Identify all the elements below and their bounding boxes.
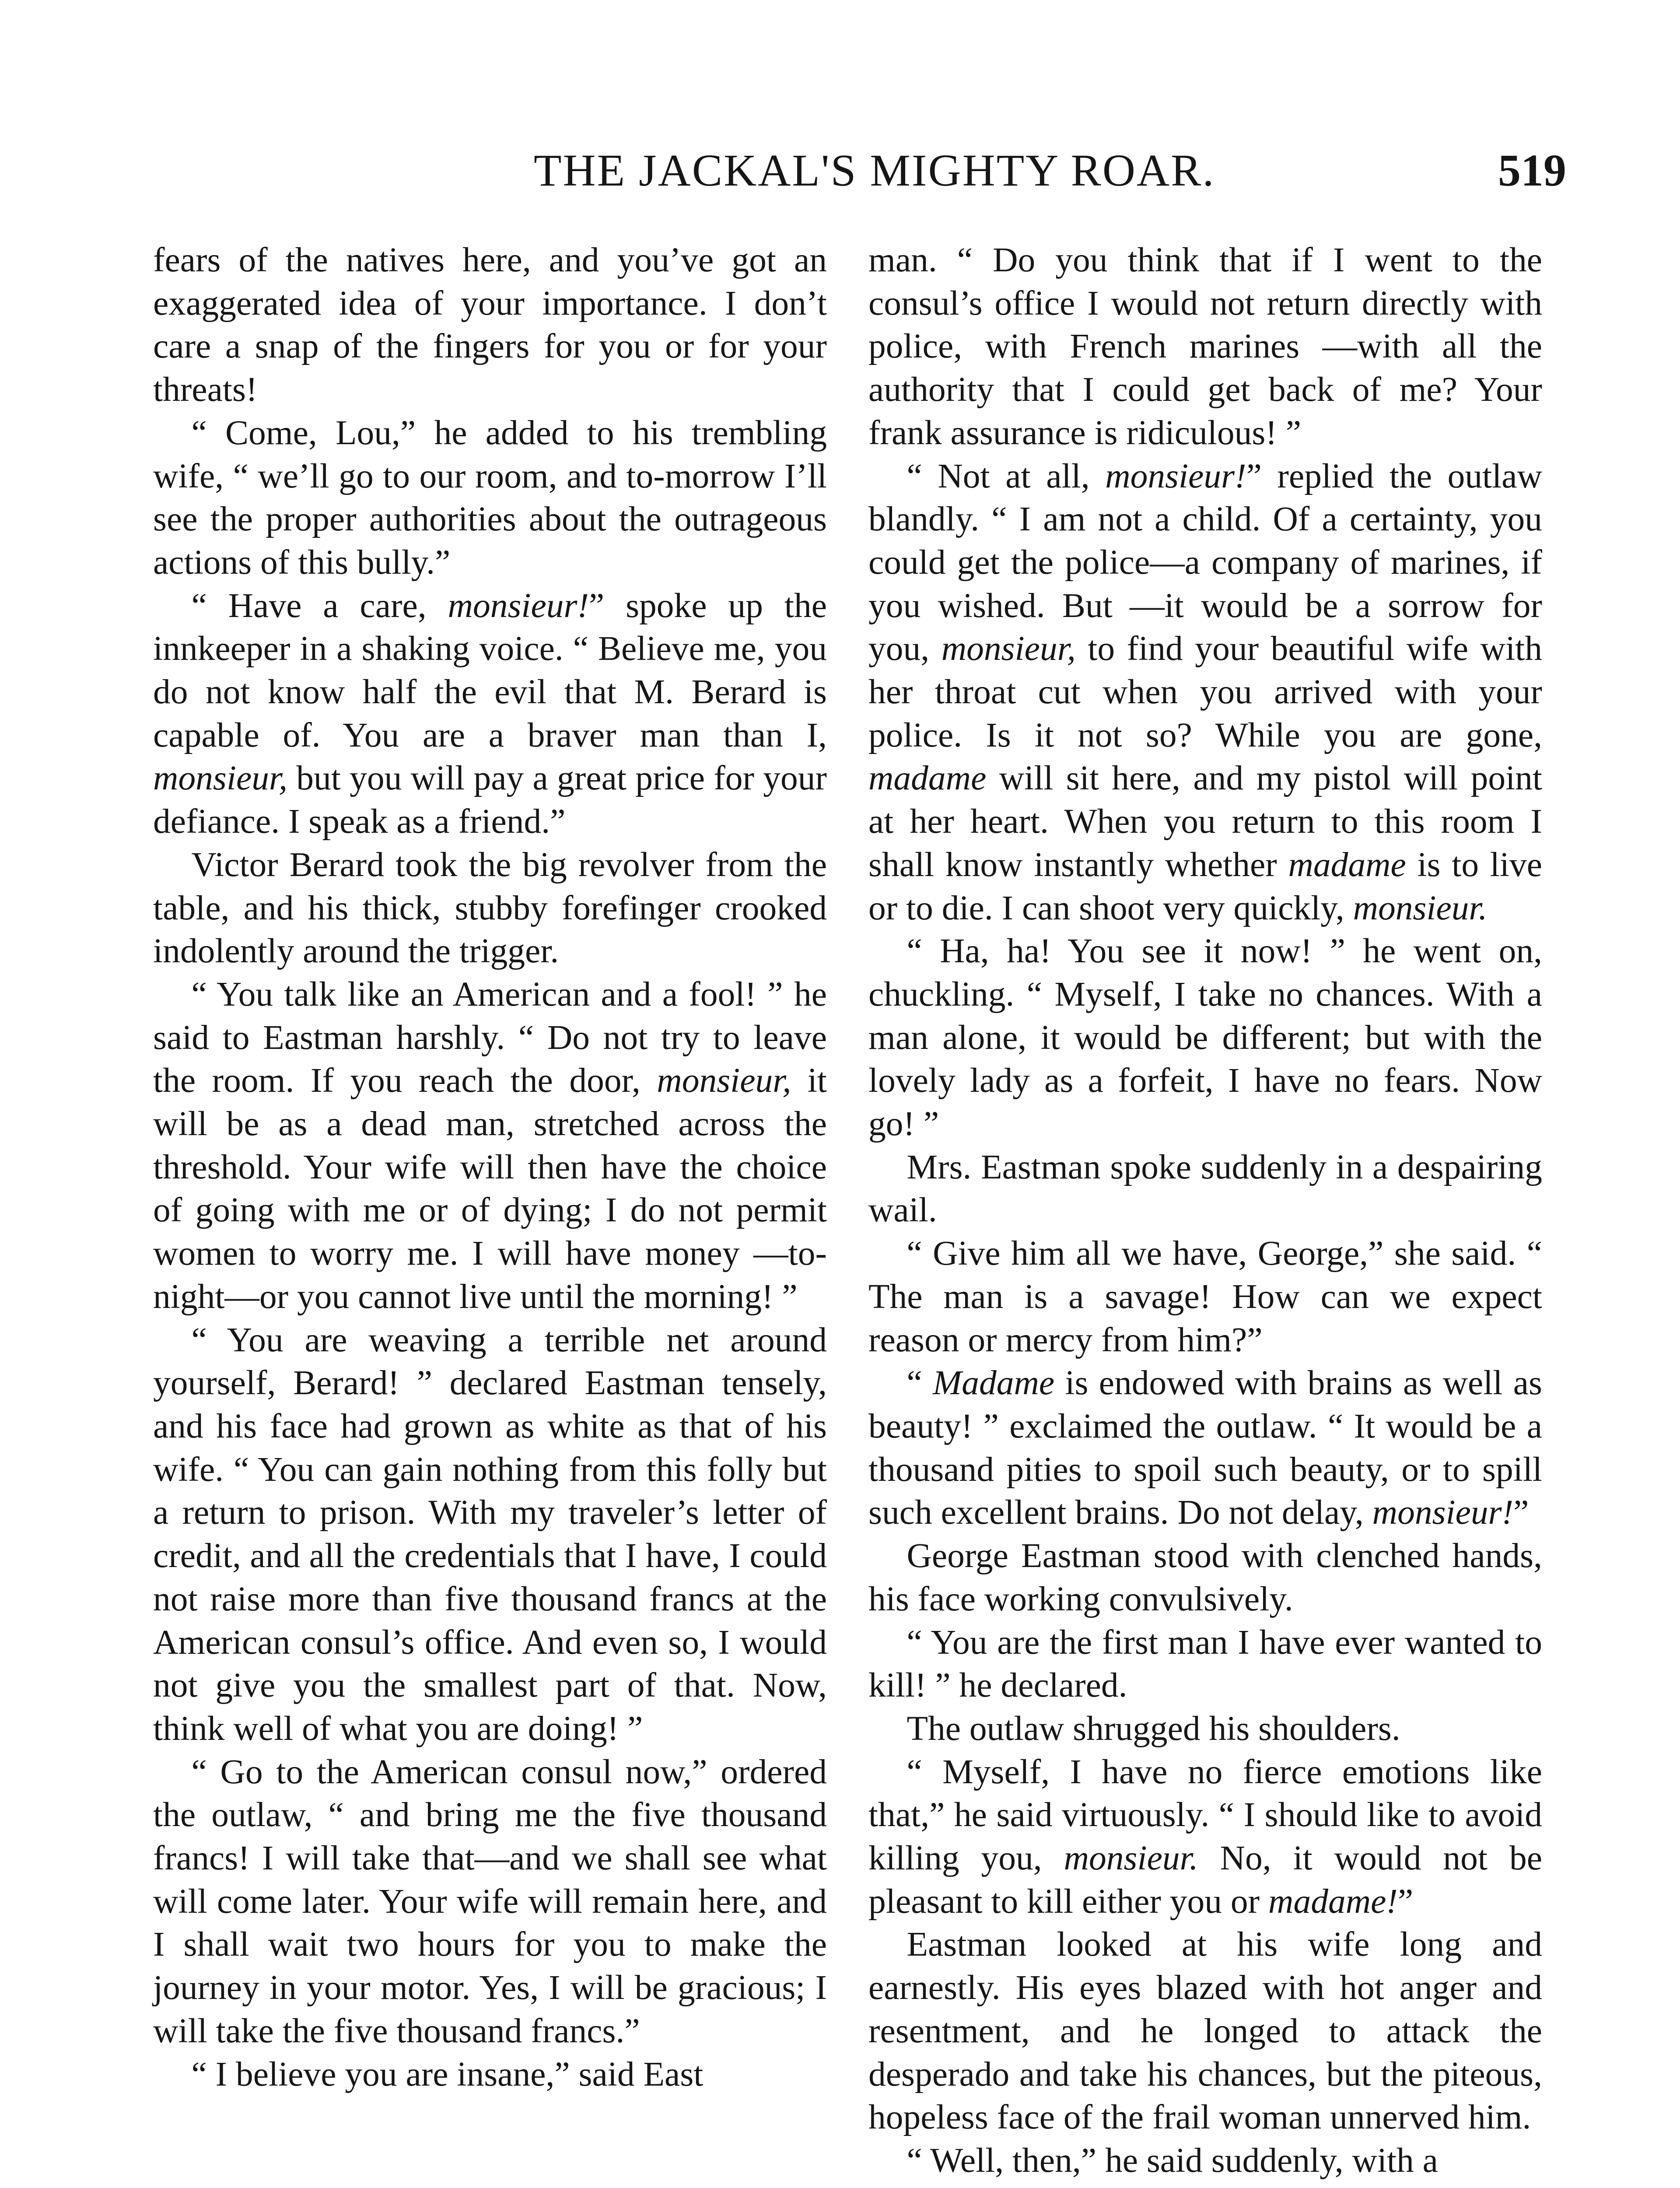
paragraph: “ Not at all, monsieur!” replied the outlaw blandly. “ I am not a child. Of a certainty, you could get the police—a company of marines, if you wished. But —it would be a sorrow for you, monsieur, to find your beautiful wife with her throat cut when you arrived with your police. Is it not so? While you are gone, madame will sit here, and my pistol will point at her heart. When you return to this room I shall know instantly whether madame is to live or to die. I can shoot very quickly, monsieur. [868, 456, 1543, 927]
italic-text: monsieur, [657, 1061, 791, 1100]
left-column [153, 238, 827, 2096]
italic-text: monsieur! [448, 586, 589, 625]
page-header [534, 144, 1566, 210]
paragraph: “ You are the first man I have ever wanted to kill! ” he declared. [868, 1623, 1542, 1705]
italic-text: monsieur! [1372, 1493, 1514, 1532]
italic-text: monsieur. [1353, 888, 1488, 927]
italic-text: Madame [933, 1364, 1055, 1403]
paragraph: “ Well, then,” he said suddenly, with a [906, 2141, 1438, 2180]
italic-text: monsieur, [941, 629, 1076, 668]
paragraph: “ You are weaving a terrible net around yourself, Berard! ” declared Eastman tensely, and his face had grown as white as that of his wife. “ You can gain nothing from this folly but a return to prison. With my traveler’s letter of credit, and all the credentials that I have, I could not raise more than five thousand francs at the American consul’s office. And even so, I would not give you the smallest part of that. Now, think well of what you are doing! ” [153, 1320, 827, 1748]
paragraph: man. “ Do you think that if I went to the consul’s office I would not return directly with police, with French marines —with all the authority that I could get back of me? Your frank assurance is ridiculous! ” [868, 241, 1542, 452]
paragraph: Eastman looked at his wife long and earnestly. His eyes blazed with hot anger and resentment, and he longed to attack the desperado and take his chances, but the piteous, hopeless face of the frail woman unnerved him. [868, 1925, 1542, 2137]
paragraph: The outlaw shrugged his shoulders. [906, 1709, 1400, 1748]
paragraph: “ Give him all we have, George,” she said. “ The man is a savage! How can we expect reason or mercy from him?” [868, 1234, 1542, 1359]
paragraph: “ I believe you are insane,” said East [191, 2055, 704, 2093]
running-title: THE JACKAL'S MIGHTY ROAR. [534, 145, 1215, 196]
italic-text: madame [1288, 845, 1406, 884]
page-number: 519 [1498, 145, 1566, 196]
right-column [868, 238, 1542, 2182]
paragraph: “ Ha, ha! You see it now! ” he went on, chuckling. “ Myself, I take no chances. With a man alone, it would be different; but with the lovely lady as a forfeit, I have no fears. Now go! ” [868, 932, 1542, 1143]
paragraph: “ Go to the American consul now,” ordered the outlaw, “ and bring me the five thousand francs! I will take that—and we shall see what will come later. Your wife will remain here, and I shall wait two hours for you to make the journey in your motor. Yes, I will be gracious; I will take the five thousand francs.” [153, 1752, 827, 2050]
paragraph: Victor Berard took the big revolver from the table, and his thick, stubby forefinger crooked indolently around the trigger. [153, 845, 827, 971]
italic-text: madame! [1268, 1882, 1398, 1921]
paragraph: George Eastman stood with clenched hands, his face working convulsively. [868, 1536, 1542, 1618]
italic-text: monsieur! [1105, 456, 1246, 495]
italic-text: madame [868, 759, 987, 798]
paragraph: Mrs. Eastman spoke suddenly in a despairing wail. [868, 1147, 1542, 1230]
paragraph: “ You talk like an American and a fool! ” he said to Eastman harshly. “ Do not try to leave the room. If you reach the door, monsieur, it will be as a dead man, stretched across the threshold. Your wife will then have the choice of going with me or of dying; I do not permit women to worry me. I will have money —to-night—or you cannot live until the morning! ” [153, 975, 827, 1316]
italic-text: monsieur. [1064, 1839, 1198, 1878]
paragraph: “ Madame is endowed with brains as well as beauty! ” exclaimed the outlaw. “ It would be a thousand pities to spoil such beauty, or to spill such excellent brains. Do not delay, monsieur!” [868, 1364, 1542, 1532]
paragraph: “ Have a care, monsieur!” spoke up the innkeeper in a shaking voice. “ Believe me, you do not know half the evil that M. Berard is capable of. You are a braver man than I, monsieur, but you will pay a great price for your defiance. I speak as a friend.” [153, 586, 827, 841]
italic-text: monsieur, [153, 759, 287, 798]
paragraph: “ Myself, I have no fierce emotions like that,” he said virtuously. “ I should like to avoid killing you, monsieur. No, it would not be pleasant to kill either you or madame!” [868, 1752, 1542, 1921]
paragraph: fears of the natives here, and you’ve got an exaggerated idea of your importance. I don’t care a snap of the fingers for you or for your threats! [153, 241, 827, 409]
paragraph: “ Come, Lou,” he added to his trembling wife, “ we’ll go to our room, and to-morrow I’ll see the proper authorities about the outrageous actions of this bully.” [153, 413, 827, 582]
